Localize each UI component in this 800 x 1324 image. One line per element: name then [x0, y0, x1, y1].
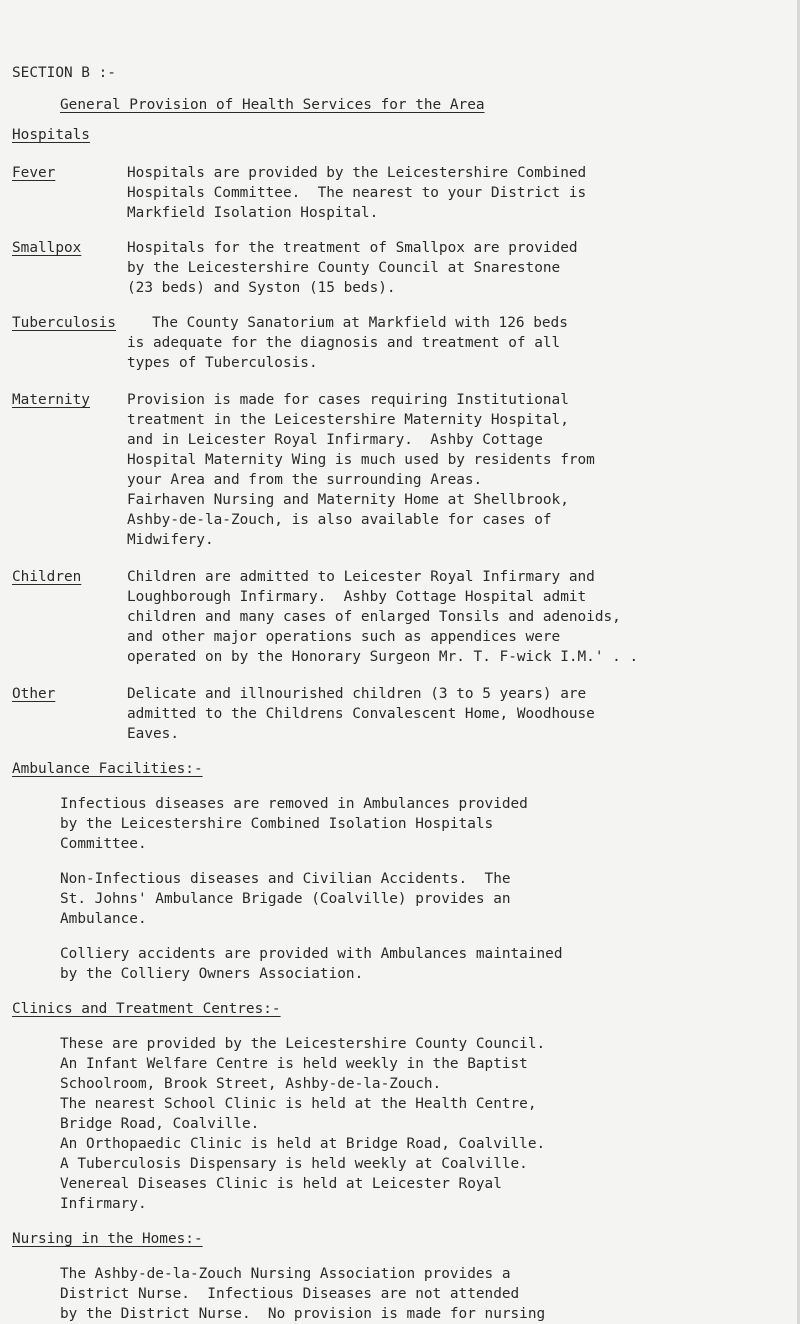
smallpox-label: Smallpox	[12, 240, 82, 256]
ambulance-text-line: Ambulance.	[60, 911, 147, 927]
smallpox-text-line: by the Leicestershire County Council at Snarestone	[127, 260, 561, 276]
fever-text-line: Hospitals Committee. The nearest to your District is	[127, 185, 587, 201]
other-label: Other	[12, 686, 56, 702]
tuberculosis-text-line: is adequate for the diagnosis and treatment of all	[127, 335, 561, 351]
section-heading: SECTION B :-	[12, 65, 116, 81]
maternity-text-line: treatment in the Leicestershire Maternity Hospital,	[127, 412, 569, 428]
fever-text-line: Markfield Isolation Hospital.	[127, 205, 379, 221]
ambulance-text-line: by the Colliery Owners Association.	[60, 966, 364, 982]
page-title: General Provision of Health Services for the Area	[60, 97, 485, 113]
smallpox-text-line: Hospitals for the treatment of Smallpox are provided	[127, 240, 578, 256]
children-text-line: and other major operations such as appendices were	[127, 629, 561, 645]
fever-text-line: Hospitals are provided by the Leicestershire Combined	[127, 165, 587, 181]
ambulance-text-line: Colliery accidents are provided with Ambulances maintained	[60, 946, 563, 962]
children-text-line: Children are admitted to Leicester Royal Infirmary and	[127, 569, 595, 585]
other-text-line: Eaves.	[127, 726, 179, 742]
tuberculosis-text-line: types of Tuberculosis.	[127, 355, 318, 371]
tuberculosis-label: Tuberculosis	[12, 315, 116, 331]
children-text-line: operated on by the Honorary Surgeon Mr. T. F-wick I.M.' . .	[127, 649, 639, 665]
maternity-label: Maternity	[12, 392, 90, 408]
clinics-text-line: A Tuberculosis Dispensary is held weekly at Coalville.	[60, 1156, 528, 1172]
nursing-heading: Nursing in the Homes:-	[12, 1231, 203, 1247]
clinics-text-line: An Orthopaedic Clinic is held at Bridge Road, Coalville.	[60, 1136, 546, 1152]
clinics-text-line: These are provided by the Leicestershire County Council.	[60, 1036, 546, 1052]
maternity-text-line: your Area and from the surrounding Areas.	[127, 472, 483, 488]
ambulance-text-line: Committee.	[60, 836, 147, 852]
maternity-text-line: Midwifery.	[127, 532, 214, 548]
hospitals-heading: Hospitals	[12, 127, 90, 143]
ambulance-heading: Ambulance Facilities:-	[12, 761, 203, 777]
children-text-line: children and many cases of enlarged Tonsils and adenoids,	[127, 609, 621, 625]
maternity-text-line: Ashby-de-la-Zouch, is also available for cases of	[127, 512, 552, 528]
clinics-text-line: The nearest School Clinic is held at the Health Centre,	[60, 1096, 537, 1112]
smallpox-text-line: (23 beds) and Syston (15 beds).	[127, 280, 396, 296]
maternity-text-line: and in Leicester Royal Infirmary. Ashby Cottage	[127, 432, 543, 448]
clinics-text-line: Infirmary.	[60, 1196, 147, 1212]
clinics-text-line: Bridge Road, Coalville.	[60, 1116, 260, 1132]
children-label: Children	[12, 569, 82, 585]
clinics-heading: Clinics and Treatment Centres:-	[12, 1001, 281, 1017]
nursing-text-line: The Ashby-de-la-Zouch Nursing Association provides a	[60, 1266, 511, 1282]
children-text-line: Loughborough Infirmary. Ashby Cottage Hospital admit	[127, 589, 587, 605]
maternity-text-line: Provision is made for cases requiring Institutional	[127, 392, 569, 408]
ambulance-text-line: by the Leicestershire Combined Isolation Hospitals	[60, 816, 494, 832]
ambulance-text-line: Infectious diseases are removed in Ambulances provided	[60, 796, 528, 812]
ambulance-text-line: St. Johns' Ambulance Brigade (Coalville) provides an	[60, 891, 511, 907]
tuberculosis-text-line: The County Sanatorium at Markfield with 126 beds	[152, 315, 568, 331]
maternity-text-line: Fairhaven Nursing and Maternity Home at Shellbrook,	[127, 492, 569, 508]
ambulance-text-line: Non-Infectious diseases and Civilian Accidents. The	[60, 871, 511, 887]
maternity-text-line: Hospital Maternity Wing is much used by residents from	[127, 452, 595, 468]
other-text-line: admitted to the Childrens Convalescent Home, Woodhouse	[127, 706, 595, 722]
clinics-text-line: Schoolroom, Brook Street, Ashby-de-la-Zouch.	[60, 1076, 442, 1092]
clinics-text-line: An Infant Welfare Centre is held weekly in the Baptist	[60, 1056, 528, 1072]
clinics-text-line: Venereal Diseases Clinic is held at Leicester Royal	[60, 1176, 502, 1192]
fever-label: Fever	[12, 165, 56, 181]
nursing-text-line: by the District Nurse. No provision is made for nursing	[60, 1306, 546, 1322]
nursing-text-line: District Nurse. Infectious Diseases are not attended	[60, 1286, 520, 1302]
other-text-line: Delicate and illnourished children (3 to 5 years) are	[127, 686, 587, 702]
